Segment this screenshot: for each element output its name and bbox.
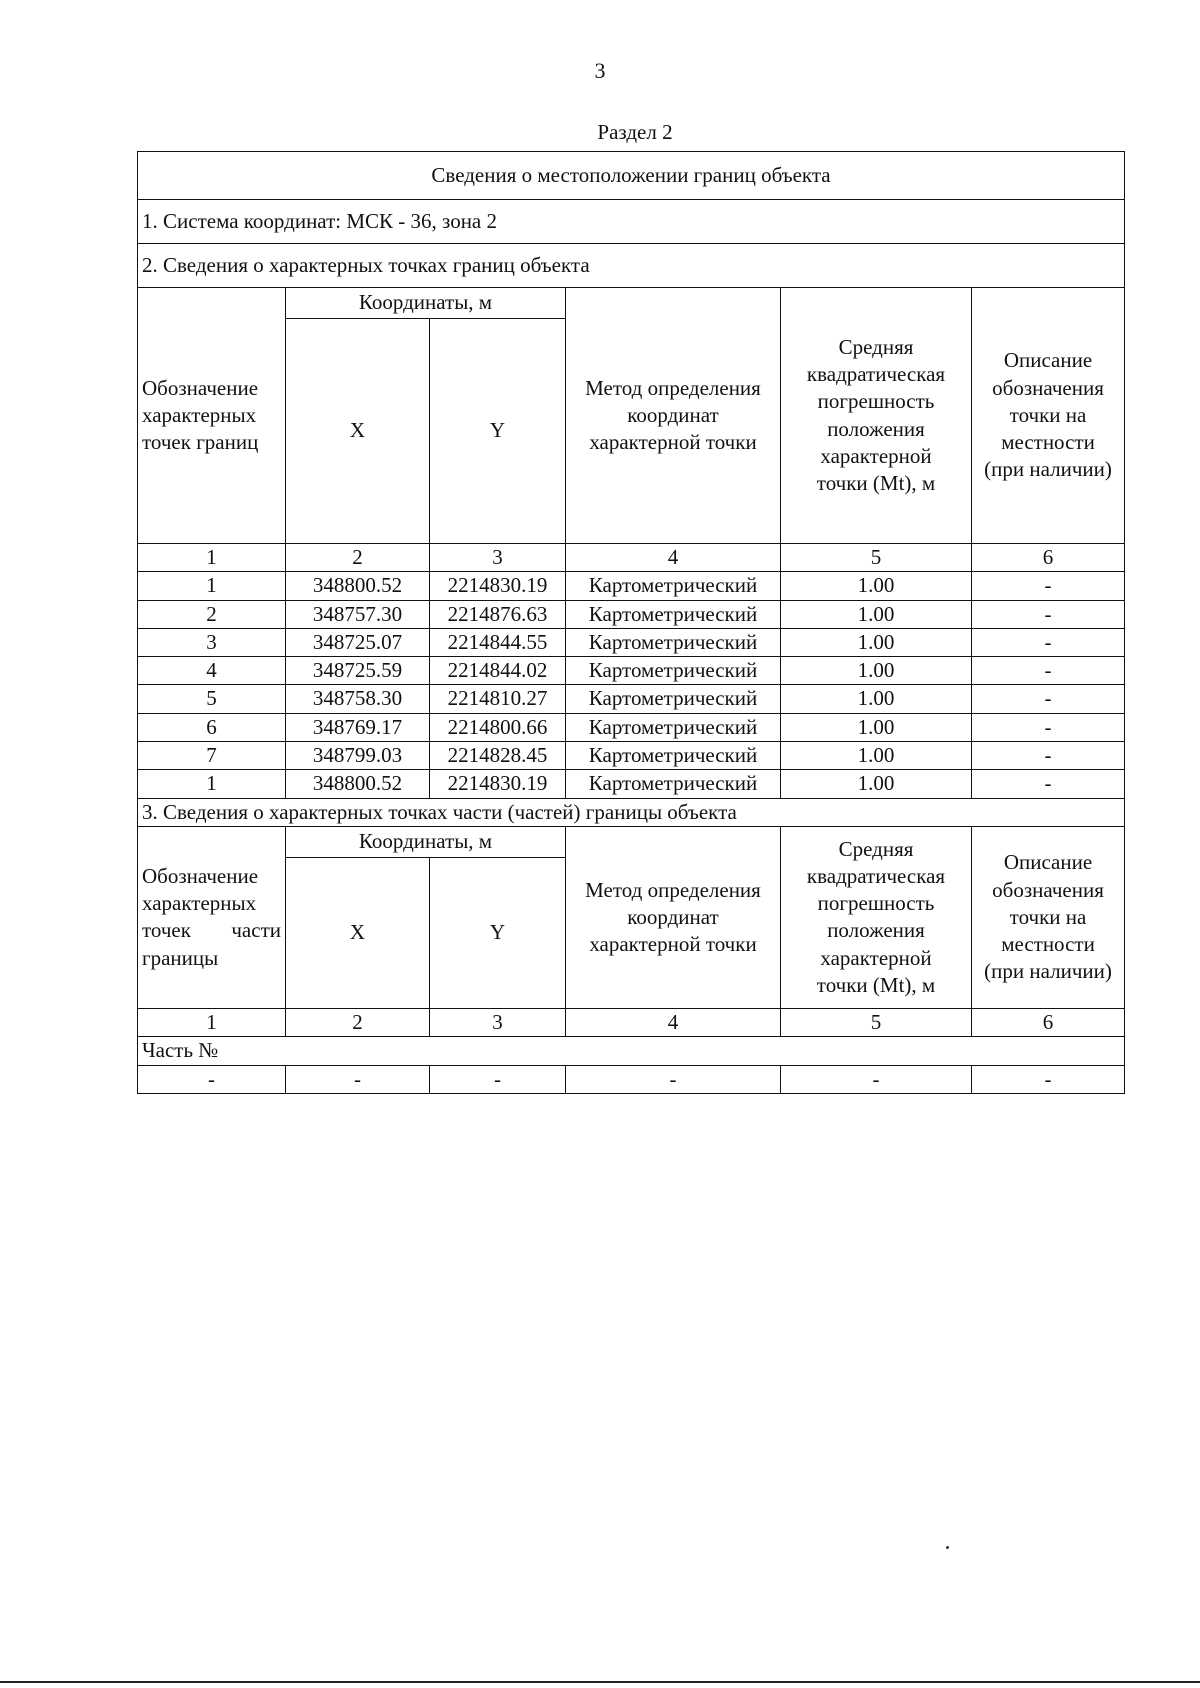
point-method: Картометрический (566, 713, 781, 741)
header-description-line: (при наличии) (984, 457, 1112, 482)
point-y: 2214844.55 (430, 628, 566, 656)
point-method: Картометрический (566, 628, 781, 656)
column-number: 1 (138, 544, 286, 572)
header-y: Y (430, 319, 566, 544)
header-designation-line: точек границ (142, 430, 259, 455)
part-header-designation-line (142, 863, 281, 890)
part-header-word: части (231, 918, 281, 943)
table-row (138, 742, 1125, 770)
point-desc: - (972, 628, 1125, 656)
point-y: 2214830.19 (430, 770, 566, 798)
header-description-line: местности (1001, 430, 1095, 455)
header-x: X (286, 319, 430, 544)
part-header-word: точек (142, 918, 191, 943)
point-y: 2214844.02 (430, 657, 566, 685)
part-header-error (781, 826, 972, 1008)
column-number: 3 (430, 1008, 566, 1036)
point-id: 6 (138, 713, 286, 741)
point-id: 3 (138, 628, 286, 656)
part-header-y: Y (430, 857, 566, 1008)
point-mt: 1.00 (781, 685, 972, 713)
part-header-description (972, 826, 1125, 1008)
column-number: 5 (781, 544, 972, 572)
part-header-error-line: квадратическая (806, 863, 946, 888)
boundary-table (137, 151, 1125, 1094)
point-y: 2214830.19 (430, 572, 566, 600)
table-row (138, 628, 1125, 656)
page-number: 3 (594, 58, 606, 83)
point-desc: - (972, 657, 1125, 685)
point-y: 2214876.63 (430, 600, 566, 628)
part-header-designation-line (142, 945, 281, 972)
point-y: 2214810.27 (430, 685, 566, 713)
table-row (138, 770, 1125, 798)
column-numbers-row (138, 544, 1125, 572)
header-designation-line: характерных (142, 402, 257, 427)
part-header-description-line: точки на (1009, 904, 1087, 929)
point-mt: 1.00 (781, 742, 972, 770)
header-description-line: точки на (1009, 402, 1087, 427)
part-header-description-line: местности (1001, 932, 1095, 957)
header-description-line: Описание (1003, 348, 1093, 373)
point-mt: 1.00 (781, 628, 972, 656)
part-header-description-line: (при наличии) (984, 959, 1112, 984)
point-id: 7 (138, 742, 286, 770)
part-header-designation-line (142, 917, 281, 944)
header-error-line: погрешность (817, 389, 935, 414)
point-desc: - (972, 685, 1125, 713)
column-number: 6 (972, 544, 1125, 572)
point-x: 348758.30 (286, 685, 430, 713)
part-header-error-line: Средняя (838, 836, 914, 861)
point-mt: 1.00 (781, 657, 972, 685)
point-id: 4 (138, 657, 286, 685)
point-desc: - (972, 713, 1125, 741)
part-cell: - (138, 1065, 286, 1093)
header-designation (138, 288, 286, 544)
point-x: 348725.07 (286, 628, 430, 656)
point-method: Картометрический (566, 657, 781, 685)
header-error-line: Средняя (838, 334, 914, 359)
point-desc: - (972, 600, 1125, 628)
point-y: 2214828.45 (430, 742, 566, 770)
point-mt: 1.00 (781, 713, 972, 741)
column-number: 4 (566, 1008, 781, 1036)
part-header-designation-line (142, 890, 281, 917)
point-method: Картометрический (566, 770, 781, 798)
part-header-error-line: положения (827, 918, 925, 943)
point-x: 348769.17 (286, 713, 430, 741)
section-title: Раздел 2 (597, 120, 673, 144)
header-designation-line: Обозначение (142, 375, 259, 400)
part-label: Часть № (138, 1037, 1125, 1065)
part-header-error-line: характерной (820, 945, 932, 970)
part-header-method-line: Метод определения (585, 877, 761, 902)
part-header-method-line: характерной точки (589, 932, 757, 957)
point-mt: 1.00 (781, 572, 972, 600)
part-cell: - (286, 1065, 430, 1093)
header-method-line: характерной точки (589, 430, 757, 455)
part-header-designation (138, 826, 286, 1008)
column-number: 2 (286, 544, 430, 572)
column-number: 5 (781, 1008, 972, 1036)
header-error (781, 288, 972, 544)
part-cell: - (566, 1065, 781, 1093)
point-mt: 1.00 (781, 770, 972, 798)
point-method: Картометрический (566, 742, 781, 770)
header-error-line: характерной (820, 443, 932, 468)
table-row (138, 572, 1125, 600)
header-error-line: положения (827, 416, 925, 441)
point-id: 1 (138, 770, 286, 798)
header-coordinates: Координаты, м (286, 288, 566, 319)
table-row (138, 657, 1125, 685)
part-cell: - (430, 1065, 566, 1093)
part-cell: - (972, 1065, 1125, 1093)
part-header-x: X (286, 857, 430, 1008)
table-row (138, 713, 1125, 741)
point-x: 348800.52 (286, 770, 430, 798)
table-title: Сведения о местоположении границ объекта (138, 152, 1125, 200)
scan-speck (945, 1545, 949, 1549)
part-header-method (566, 826, 781, 1008)
point-desc: - (972, 572, 1125, 600)
part-header-word: границы (142, 945, 219, 970)
table-row (138, 600, 1125, 628)
column-number: 4 (566, 544, 781, 572)
point-id: 5 (138, 685, 286, 713)
point-desc: - (972, 770, 1125, 798)
part-header-error-line: погрешность (817, 891, 935, 916)
points-heading: 2. Сведения о характерных точках границ объекта (138, 244, 1125, 288)
point-y: 2214800.66 (430, 713, 566, 741)
header-error-line: квадратическая (806, 361, 946, 386)
coord-system: 1. Система координат: МСК - 36, зона 2 (138, 200, 1125, 244)
point-x: 348725.59 (286, 657, 430, 685)
point-desc: - (972, 742, 1125, 770)
header-error-line: точки (Mt), м (816, 471, 936, 496)
part-column-numbers-row (138, 1008, 1125, 1036)
point-mt: 1.00 (781, 600, 972, 628)
header-method (566, 288, 781, 544)
column-number: 1 (138, 1008, 286, 1036)
point-method: Картометрический (566, 685, 781, 713)
header-method-line: Метод определения (585, 375, 761, 400)
table-row (138, 685, 1125, 713)
column-number: 6 (972, 1008, 1125, 1036)
point-id: 1 (138, 572, 286, 600)
column-number: 3 (430, 544, 566, 572)
part-row (138, 1065, 1125, 1093)
part-heading: 3. Сведения о характерных точках части (частей) границы объекта (138, 798, 1125, 826)
part-header-word: характерных (142, 891, 257, 916)
point-method: Картометрический (566, 600, 781, 628)
part-header-error-line: точки (Mt), м (816, 973, 936, 998)
part-cell: - (781, 1065, 972, 1093)
point-x: 348757.30 (286, 600, 430, 628)
part-header-description-line: обозначения (992, 877, 1104, 902)
part-header-coordinates: Координаты, м (286, 826, 566, 857)
part-header-method-line: координат (627, 904, 719, 929)
part-header-description-line: Описание (1003, 850, 1093, 875)
point-id: 2 (138, 600, 286, 628)
point-x: 348799.03 (286, 742, 430, 770)
point-x: 348800.52 (286, 572, 430, 600)
header-description (972, 288, 1125, 544)
column-number: 2 (286, 1008, 430, 1036)
header-description-line: обозначения (992, 375, 1104, 400)
part-header-word: Обозначение (142, 863, 259, 888)
page-bottom-rule (0, 1681, 1200, 1683)
header-method-line: координат (627, 402, 719, 427)
point-method: Картометрический (566, 572, 781, 600)
